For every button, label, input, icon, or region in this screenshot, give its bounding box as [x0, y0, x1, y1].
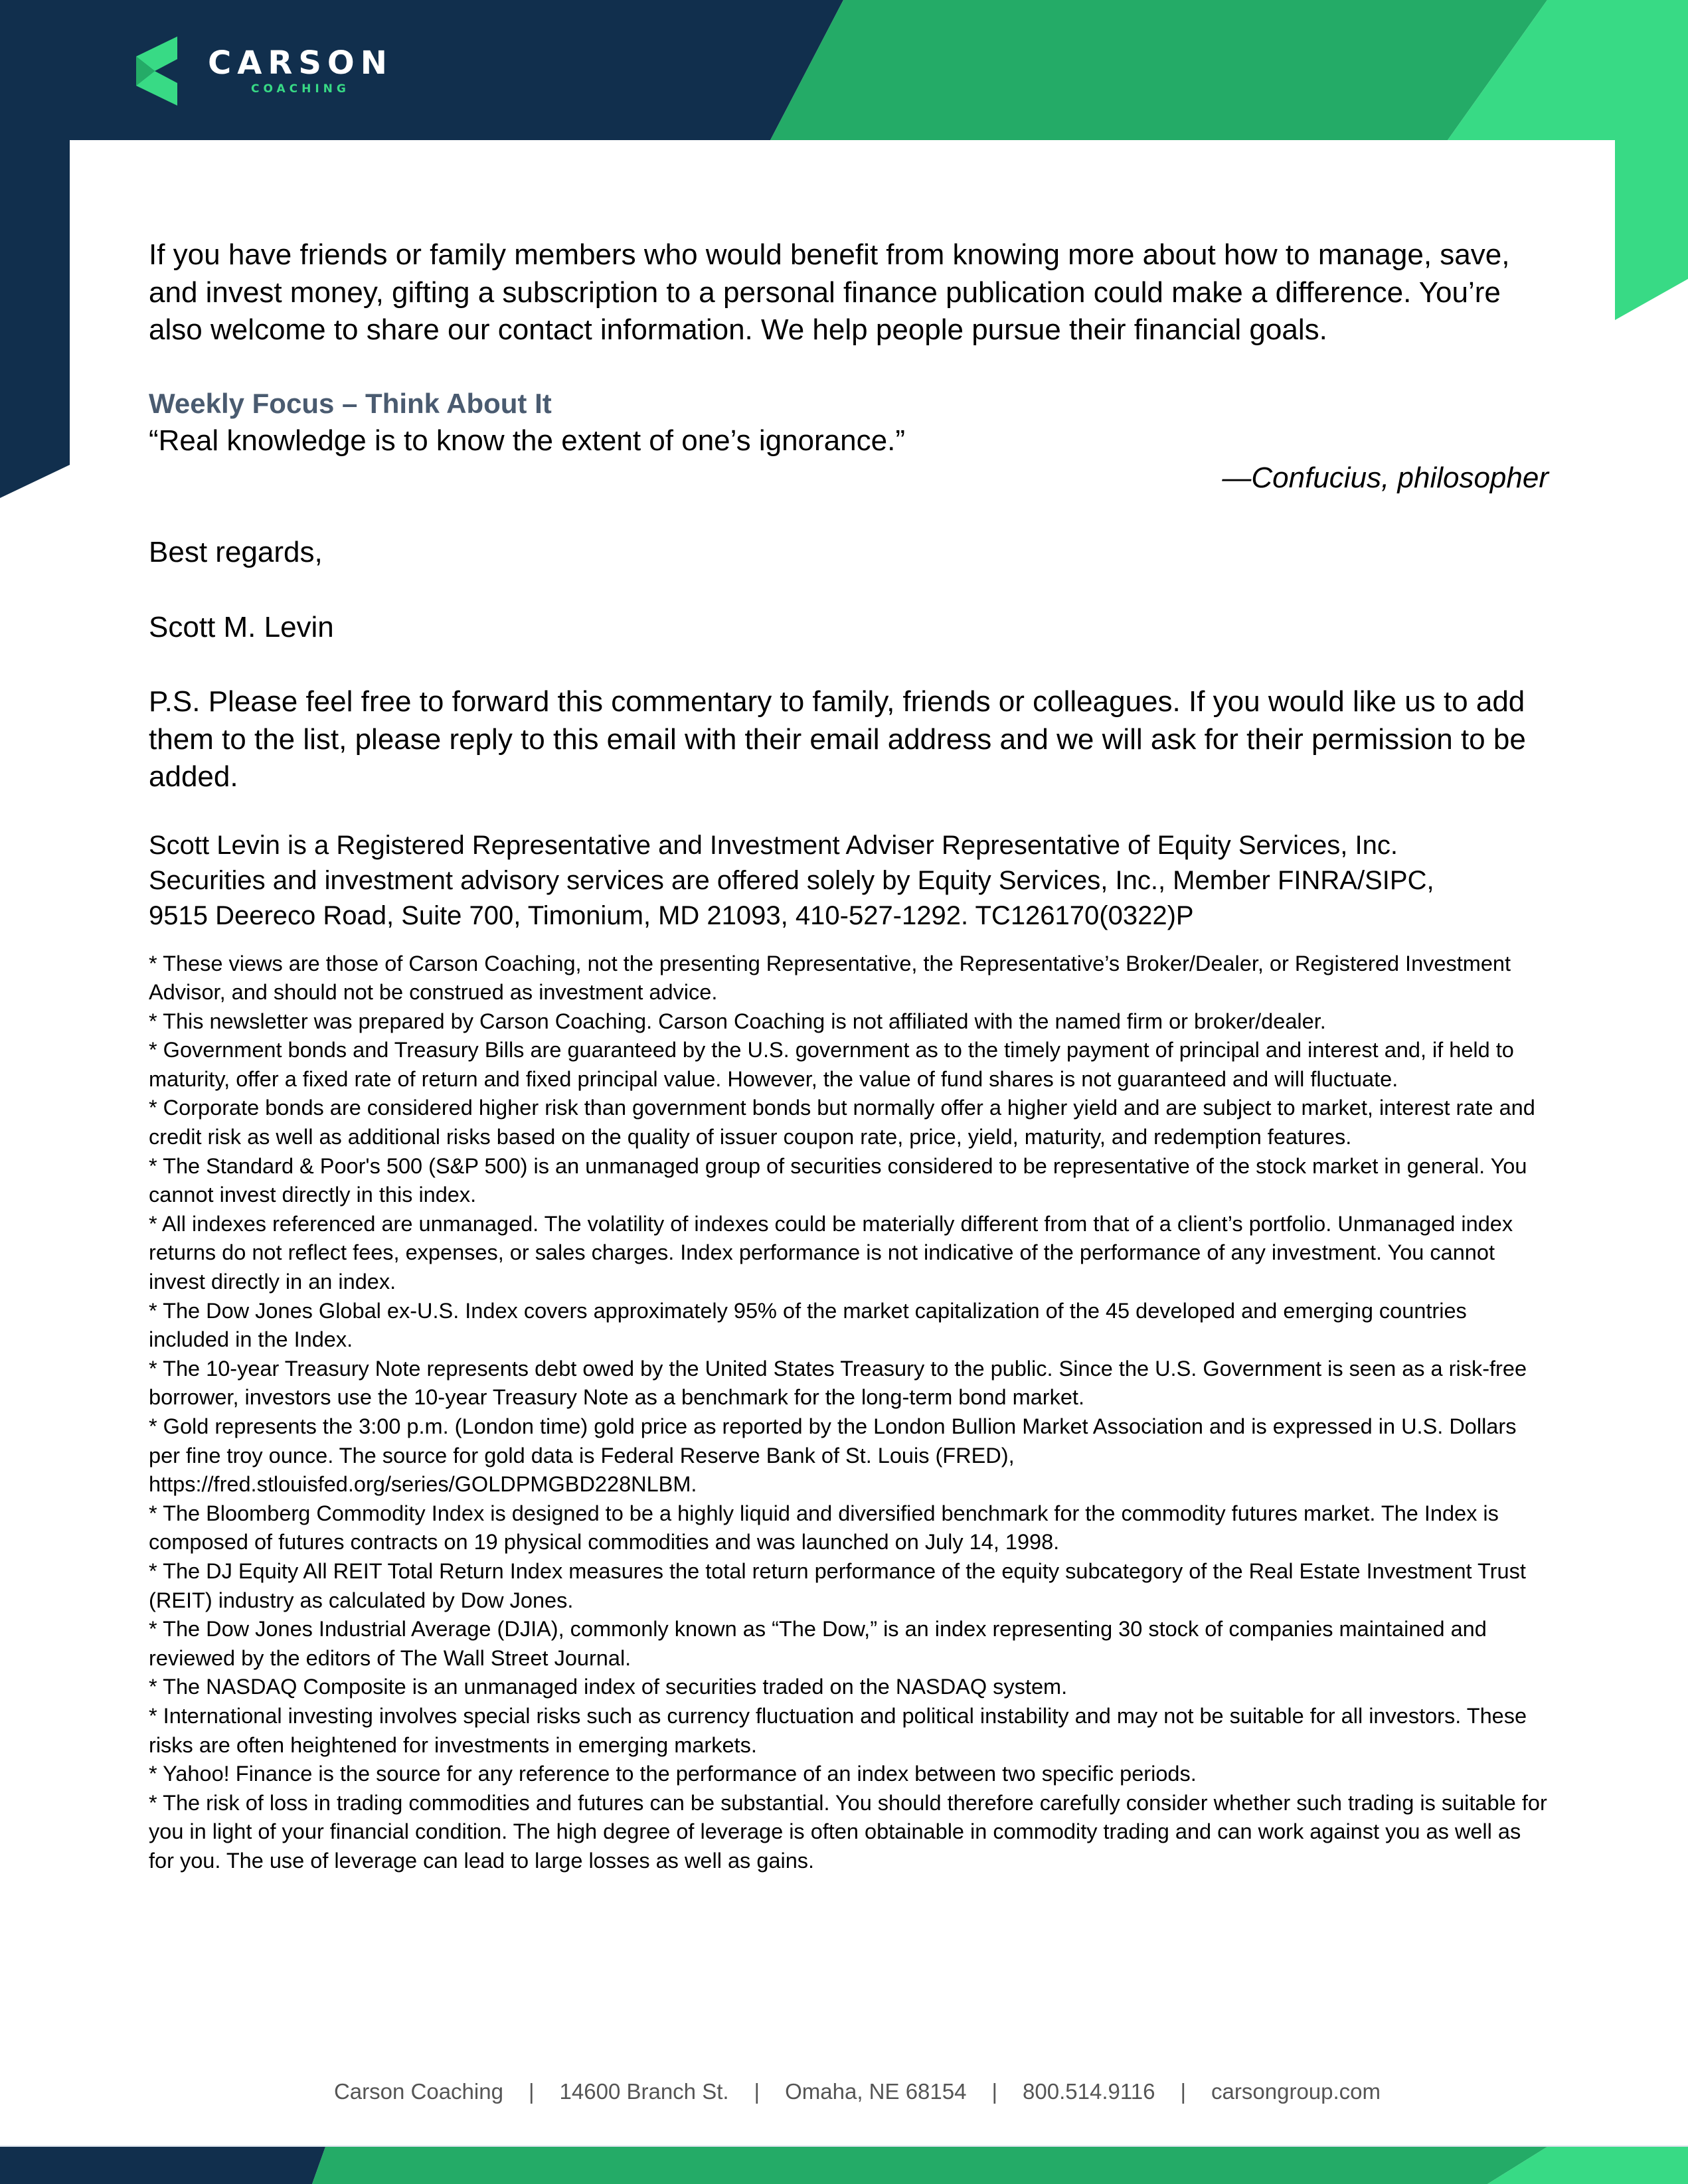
- closing-salutation: Best regards,: [149, 536, 323, 568]
- footer-contact-bar: [0, 2078, 1688, 2105]
- footer-street: 14600 Branch St.: [559, 2079, 729, 2104]
- bio-line-2: Securities and investment advisory services are offered solely by Equity Services, Inc., Member FINRA/SIPC,: [149, 865, 1434, 895]
- disclaimer-item: * The Dow Jones Industrial Average (DJIA), commonly known as “The Dow,” is an index representing 30 stock of companies maintained and reviewed by the editors of The Wall Street Journal.: [149, 1617, 1487, 1670]
- disclaimer-item: * Corporate bonds are considered higher risk than government bonds but normally offer a higher yield and are subject to market, interest rate and credit risk as well as additional risks based on the quality of issuer coupon rate, price, yield, maturity, and redemption features.: [149, 1096, 1535, 1149]
- footer-separator: |: [991, 2079, 998, 2104]
- disclaimer-item: * Yahoo! Finance is the source for any reference to the performance of an index between two specific periods.: [149, 1762, 1197, 1786]
- disclaimer-item: * All indexes referenced are unmanaged. The volatility of indexes could be materially different from that of a client’s portfolio. Unmanaged index returns do not reflect fees, expenses, or sales charges. Index performance is not indicative of the performance of any investment. You cannot invest directly in an index.: [149, 1211, 1513, 1294]
- disclaimer-item: * The Standard & Poor's 500 (S&P 500) is an unmanaged group of securities considered to be representative of the stock market in general. You cannot invest directly in this index.: [149, 1153, 1527, 1207]
- footer-dark-green-shape: [312, 2147, 1547, 2184]
- footer-company: Carson Coaching: [333, 2079, 503, 2104]
- footer-separator: |: [1180, 2079, 1187, 2104]
- footer-city: Omaha, NE 68154: [785, 2079, 967, 2104]
- disclaimer-item: * The Bloomberg Commodity Index is designed to be a highly liquid and diversified benchmark for the commodity futures market. The Index is composed of futures contracts on 19 physical commodities and was launched on July 14, 1998.: [149, 1501, 1499, 1554]
- header-dark-green-shape: [770, 0, 1547, 140]
- footer-separator: |: [754, 2079, 760, 2104]
- brand-logo: [136, 37, 393, 106]
- logo-wordmark: CARSON: [208, 44, 393, 82]
- advisor-bio: [149, 828, 1550, 934]
- intro-paragraph: If you have friends or family members who would benefit from knowing more about how to manage, save, and invest money, gifting a subscription to a personal finance publication could make a difference. You’re also welcome to share our contact information. We help people pursue their financial goals.: [149, 238, 1510, 346]
- footer-website: carsongroup.com: [1211, 2079, 1381, 2104]
- bio-line-3: 9515 Deereco Road, Suite 700, Timonium, MD 21093, 410-527-1292. TC126170(0322)P: [149, 900, 1194, 930]
- weekly-focus-heading: Weekly Focus – Think About It: [149, 387, 552, 419]
- disclaimer-item: * The NASDAQ Composite is an unmanaged index of securities traded on the NASDAQ system.: [149, 1675, 1068, 1699]
- disclaimer-item: * The DJ Equity All REIT Total Return Index measures the total return performance of the equity subcategory of the Real Estate Investment Trust (REIT) industry as calculated by Dow Jones.: [149, 1558, 1526, 1612]
- letter-body: [149, 236, 1550, 1876]
- ps-paragraph: P.S. Please feel free to forward this commentary to family, friends or colleagues. If you would like us to add them to the list, please reply to this email with their email address and we will ask for their permission to be added.: [149, 685, 1526, 793]
- weekly-focus-quote: “Real knowledge is to know the extent of one’s ignorance.”: [149, 424, 905, 457]
- footer-phone: 800.514.9116: [1023, 2079, 1155, 2104]
- signature-name: Scott M. Levin: [149, 610, 334, 643]
- disclaimer-item: * Gold represents the 3:00 p.m. (London time) gold price as reported by the London Bullion Market Association and is expressed in U.S. Dollars per fine troy ounce. The source for gold data is Federal Reserve Bank of St. Louis (FRED), https://fred.stlouisfed.org/series/GOLDPMGBD228NLBM.: [149, 1414, 1517, 1497]
- carson-chevron-logo-icon: [136, 37, 177, 106]
- bio-line-1: Scott Levin is a Registered Representative and Investment Adviser Representative of Equity Services, Inc.: [149, 830, 1398, 860]
- disclaimers-list: [149, 950, 1550, 1876]
- disclaimer-item: * International investing involves special risks such as currency fluctuation and political instability and may not be suitable for all investors. These risks are often heightened for investments in emerging markets.: [149, 1703, 1527, 1757]
- footer-navy-shape: [0, 2147, 325, 2184]
- footer-separator: |: [528, 2079, 535, 2104]
- disclaimer-item: * The risk of loss in trading commodities and futures can be substantial. You should therefore carefully consider whether such trading is suitable for you in light of your financial condition. The high degree of leverage is often obtainable in commodity trading and can work against you as well as for you. The use of leverage can lead to large losses as well as gains.: [149, 1790, 1547, 1873]
- quote-attribution: —Confucius, philosopher: [1222, 462, 1549, 494]
- disclaimer-item: * This newsletter was prepared by Carson Coaching. Carson Coaching is not affiliated with the named firm or broker/dealer.: [149, 1009, 1326, 1033]
- disclaimer-item: * The 10-year Treasury Note represents debt owed by the United States Treasury to the public. Since the U.S. Government is seen as a risk-free borrower, investors use the 10-year Treasury Note as a benchmark for the long-term bond market.: [149, 1356, 1527, 1410]
- disclaimer-item: * The Dow Jones Global ex-U.S. Index covers approximately 95% of the market capitalization of the 45 developed and emerging countries included in the Index.: [149, 1298, 1467, 1352]
- disclaimer-item: * Government bonds and Treasury Bills are guaranteed by the U.S. government as to the timely payment of principal and interest and, if held to maturity, offer a fixed rate of return and fixed principal value. However, the value of fund shares is not guaranteed and will fluctuate.: [149, 1038, 1514, 1091]
- disclaimer-item: * These views are those of Carson Coaching, not the presenting Representative, the Representative’s Broker/Dealer, or Registered Investment Advisor, and should not be construed as investment advice.: [149, 951, 1511, 1005]
- logo-subtitle: COACHING: [251, 82, 350, 96]
